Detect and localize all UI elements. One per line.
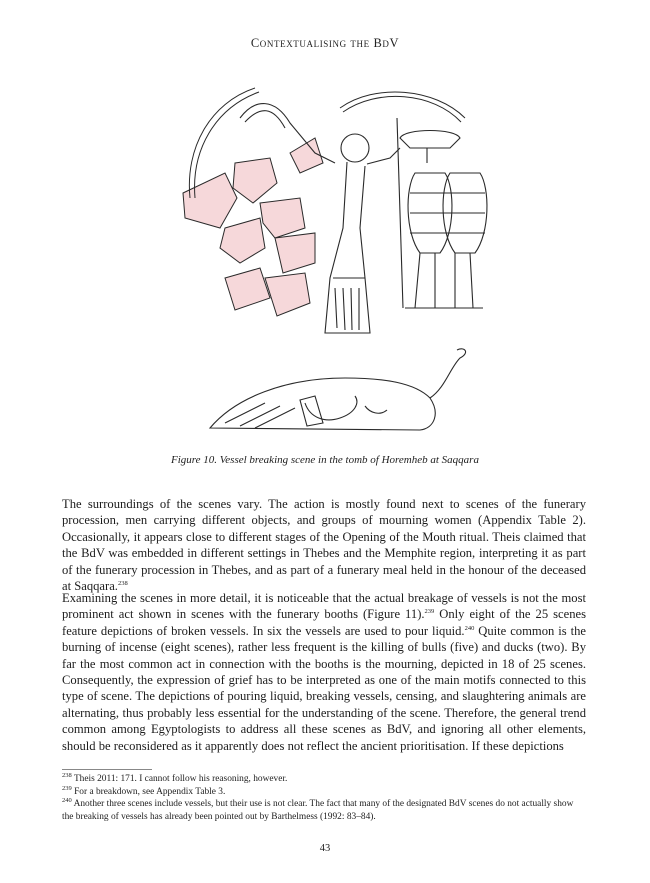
pink-broken-vessel-fragments [183, 138, 323, 316]
figure-caption: Figure 10. Vessel breaking scene in the tomb of Horemheb at Saqqara [171, 454, 479, 466]
body-paragraph-2 [62, 590, 586, 754]
footnote-ref-239[interactable]: 239 [424, 608, 435, 616]
jar-stand [397, 118, 487, 308]
paragraph-text: The surroundings of the scenes vary. The action is mostly found next to scenes of the funerary procession, men carrying different objects, and groups of mourning women (Appendix Table 2). Occasionally, it appears close to different stages of the Opening of the Mouth ritual. Theis claimed that the BdV was embedded in different settings in Thebes and the Memphite region, interpreting it as part of the funerary procession in Thebes, and as part of a funerary meal held in the honour of the deceased at Saqqara. [62, 497, 586, 594]
body-paragraph-1 [62, 496, 586, 594]
footnote-238 [62, 773, 586, 786]
paragraph-text: Examining the scenes in more detail, it is noticeable that the actual breakage of vessels is not the most prominent act shown in scenes with the funerary booths (Figure 11). [62, 591, 586, 622]
footnote-text: Another three scenes include vessels, but their use is not clear. The fact that many of the designated BdV scenes do not actually show the breaking of vessels has already been pointed out by Barthelmess (1992: 83–84). [62, 799, 574, 822]
running-head: Contextualising the BdV [250, 36, 400, 50]
footnotes [62, 773, 586, 823]
footnote-ref-240[interactable]: 240 [464, 624, 475, 632]
footnote-239 [62, 786, 586, 799]
branch-arcs [189, 88, 465, 198]
footnote-ref-238[interactable]: 238 [117, 579, 128, 587]
footnote-number: 238 [62, 771, 72, 779]
paragraph-text: Quite common is the burning of incense (eight scenes), rather less frequent is the killing of bulls (five) and ducks (two). By far the most common act in connection with the booths is the mourning, depicted in 18 of 25 scenes. Consequently, the expression of grief has to be interpreted as one of the main motifs connected to this type of scene. The depictions of pouring liquid, breaking vessels, censing, and slaughtering animals are alternating, thus probably less essential for the understanding of the scene. Therefore, the general trend common among Egyptologists to address all these scenes as BdV, and ignoring all other elements, should be reconsidered as it apparently does not reflect the ancient prioritisation. If these depictions [62, 623, 586, 753]
page-number: 43 [319, 843, 331, 854]
footnote-divider [62, 769, 152, 770]
bound-bull [210, 349, 466, 430]
footnote-240 [62, 798, 586, 823]
footnote-text: For a breakdown, see Appendix Table 3. [74, 786, 226, 797]
footnote-number: 239 [62, 784, 72, 792]
vessel-breaking-scene-illustration [165, 78, 495, 443]
footnote-number: 240 [62, 797, 72, 805]
paragraph-text: Only eight of the 25 scenes feature depictions of broken vessels. In six the vessels are used to pour liquid. [62, 607, 586, 638]
figure-drawing [165, 78, 495, 443]
footnote-text: Theis 2011: 171. I cannot follow his reasoning, however. [73, 774, 288, 784]
